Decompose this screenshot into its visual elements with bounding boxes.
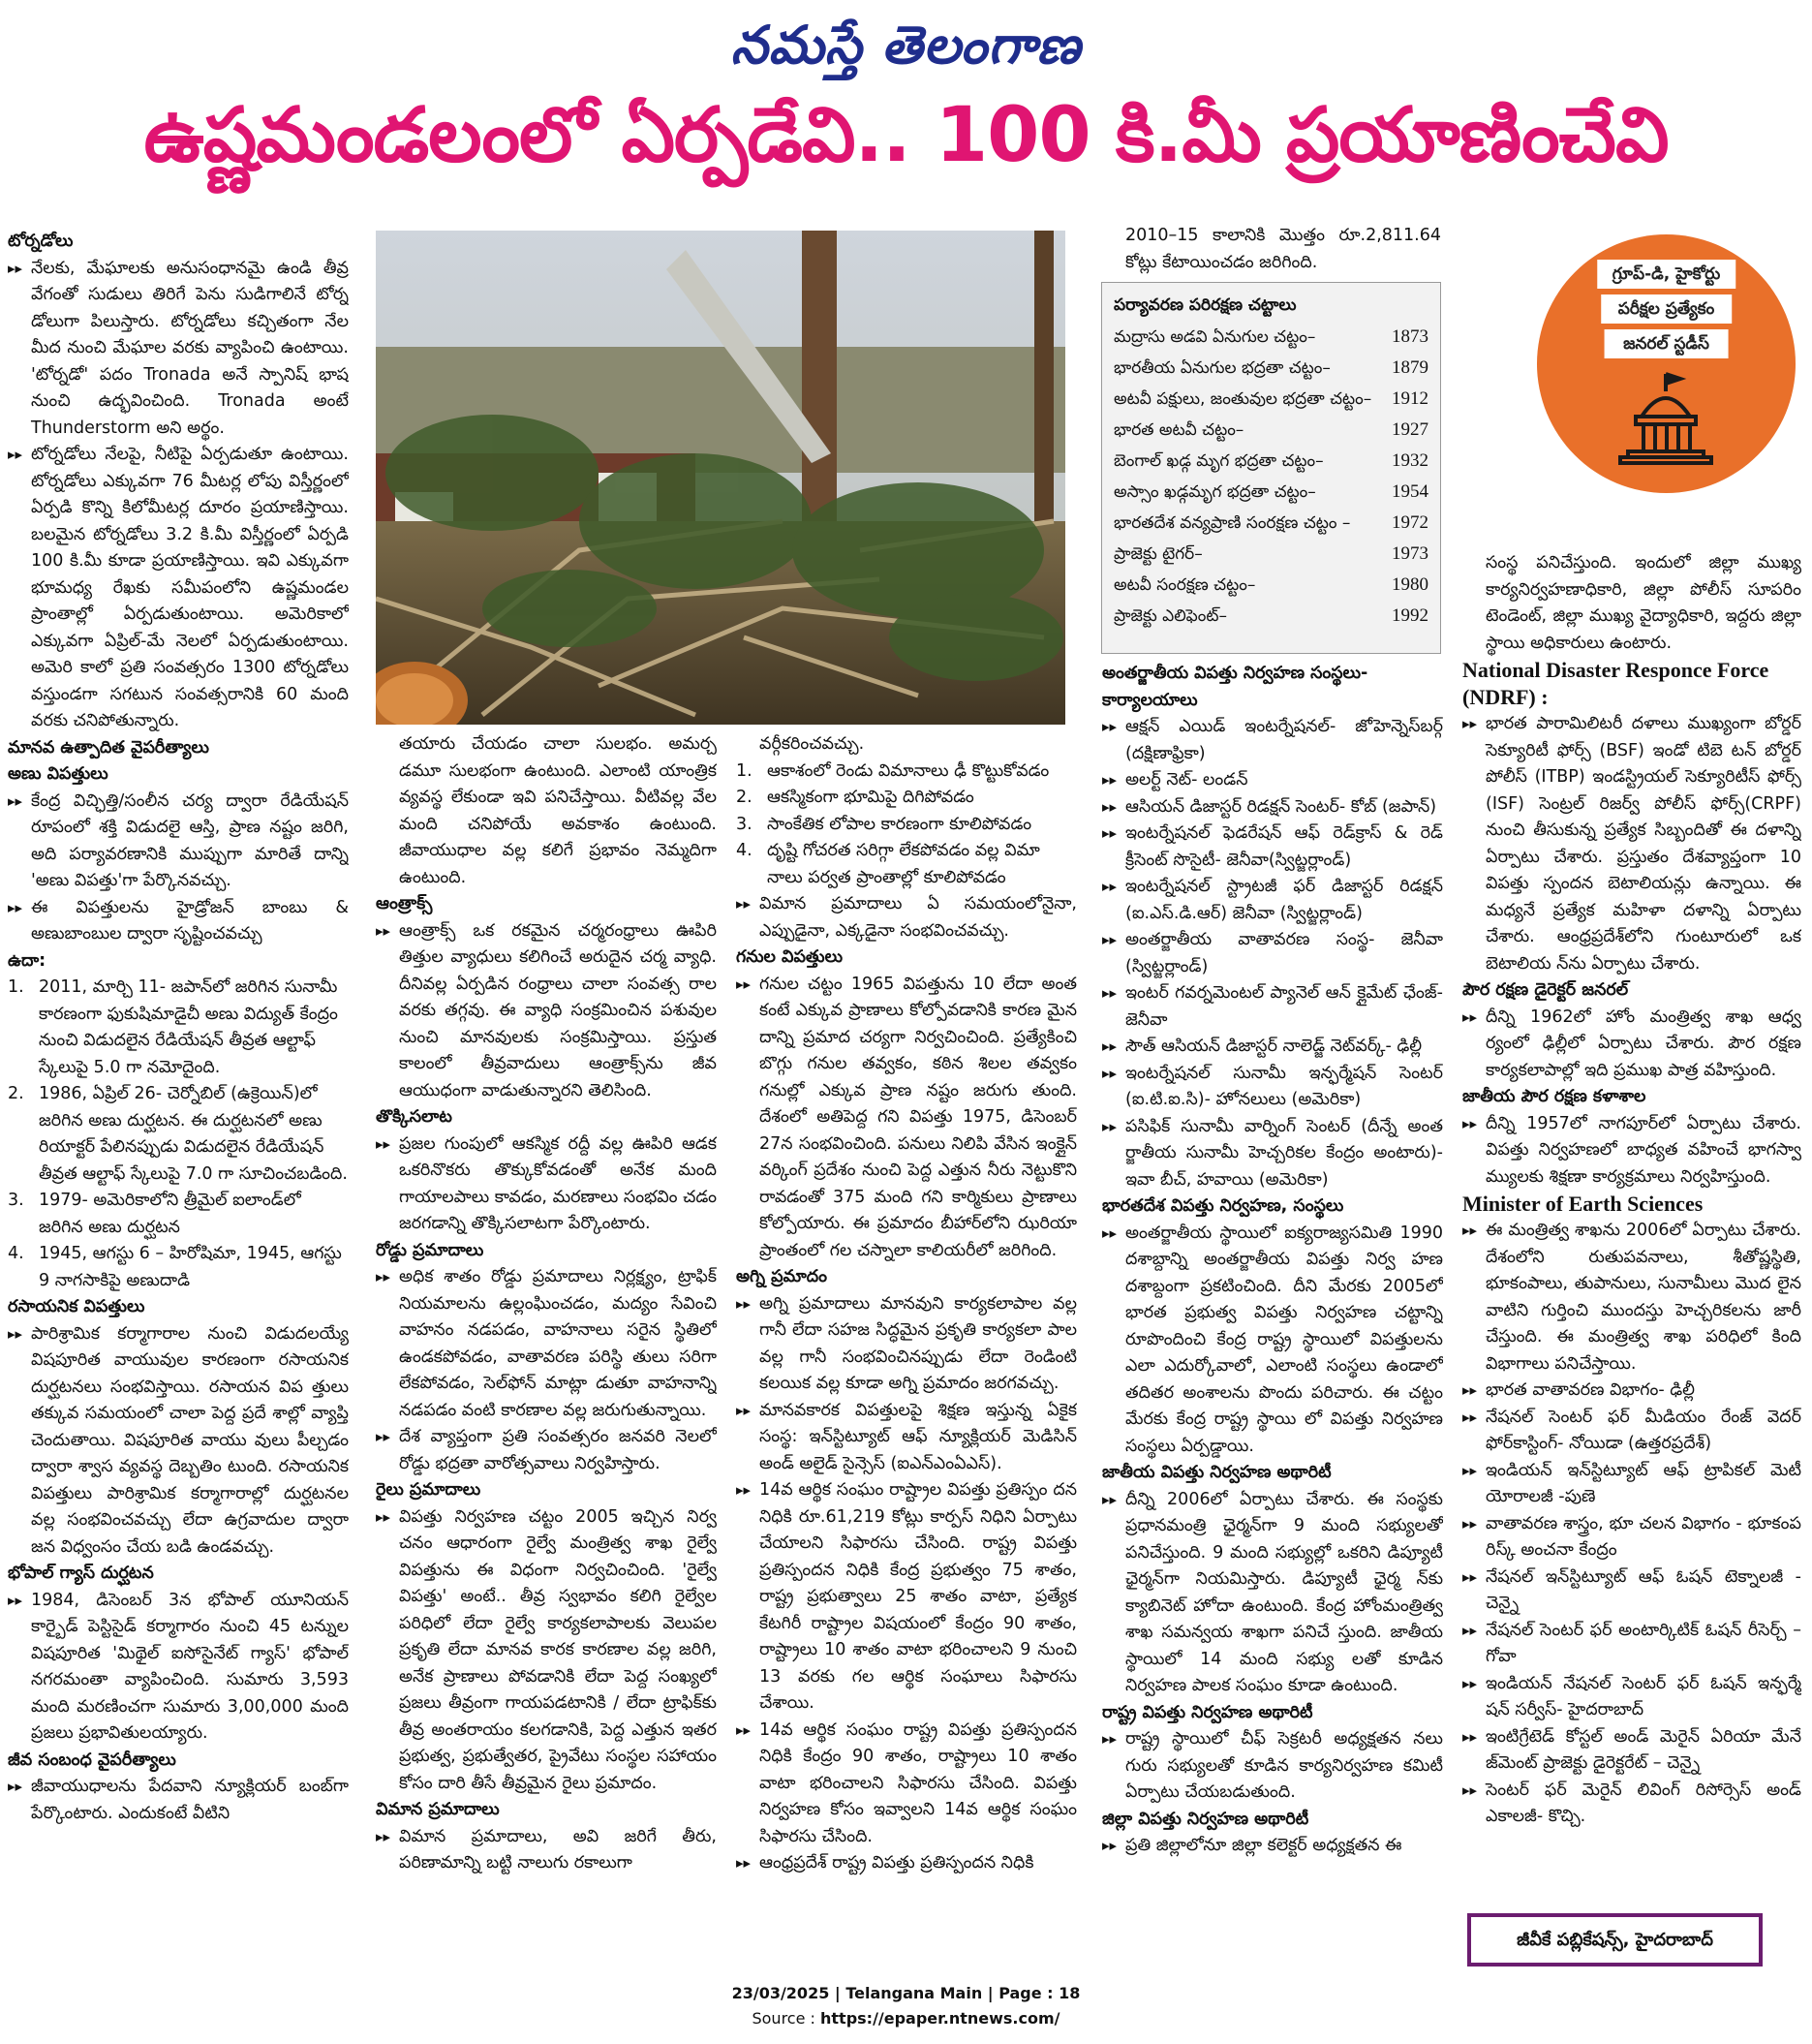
bullet-item [376, 918, 717, 1105]
bullet-text: సెంటర్ ఫర్ మెరైన్ లివింగ్ రిసోర్సెస్ అండ్ ఎకాలజీ- కొచ్చి. [1486, 1780, 1801, 1826]
item-number: 3. [8, 1191, 24, 1210]
article-column-1 [8, 229, 349, 1963]
numbered-item [736, 785, 1077, 812]
bullet-arrow-icon: ▸▸ [376, 1827, 391, 1845]
numbered-item [736, 838, 1077, 891]
acts-table-row [1114, 508, 1428, 539]
act-year: 1879 [1392, 357, 1428, 378]
bullet-arrow-icon: ▸▸ [1462, 1381, 1478, 1399]
section-heading: అగ్ని ప్రమాదం [736, 1267, 827, 1286]
bullet-arrow-icon: ▸▸ [736, 1294, 752, 1313]
item-text: 1945, ఆగస్టు 6 – హిరోషిమా, 1945, ఆగస్టు 9 నాగసాకిపై అణుదాడి [39, 1244, 342, 1290]
bullet-text: పారిశ్రామిక కర్మాగారాల నుంచి విడుదలయ్యే విషపూరిత వాయువుల కారణంగా రసాయనిక దుర్ఘటనలు సంభవిస్తాయి. రసాయన విప త్తులు తక్కువ సమయంలో చాలా పెద్ద ప్రదే శాల్లో వ్యాప్తి చెందుతాయి. విషపూరిత వాయు వులు పీల్చడం ద్వారా శ్వాస వ్యవస్థ దెబ్బతిం టుంది. రసాయనిక విపత్తులు పారిశ్రామిక కర్మాగారాల్లో దుర్ఘటనల వల్ల సంభవించవచ్చు లేదా ఉగ్రవాదుల ద్వారా జన విధ్వంసం చేయ బడి ఉండవచ్చు. [31, 1323, 349, 1557]
bullet-text: సౌత్ ఆసియన్ డిజాస్టర్ నాలెడ్జ్ నెట్‌వర్క్- ఢిల్లీ [1125, 1037, 1423, 1056]
page-footer-info: 23/03/2025 | Telangana Main | Page : 18 [731, 1984, 1081, 2002]
bullet-item [736, 1850, 1077, 1877]
act-name: అటవీ పక్షులు, జంతువుల భద్రతా చట్టం– [1114, 389, 1372, 409]
bullet-arrow-icon: ▸▸ [1102, 1837, 1118, 1854]
bullet-arrow-icon: ▸▸ [736, 975, 752, 993]
bullet-arrow-icon: ▸▸ [1462, 715, 1478, 732]
acts-table-rows [1114, 322, 1428, 632]
bullet-text: 1984, డిసెంబర్ 3న భోపాల్ యూనియన్ కార్బైడ్ పెస్టిసైడ్ కర్మాగారం నుంచి 45 టన్నుల విషపూరిత 'మిథైల్ ఐసోసైనేట్ గ్యాస్' భోపాల్ నగరమంతా వ్యాపించింది. సుమారు 3,593 మంది మరణించగా సుమారు 3,00,000 మంది ప్రజలు ప్రభావితులయ్యారు. [31, 1590, 349, 1743]
section-heading: ఆంత్రాక్స్ [376, 894, 433, 914]
bullet-arrow-icon: ▸▸ [1462, 1674, 1478, 1692]
bullet-item [8, 789, 349, 895]
section-heading: జాతీయ విపత్తు నిర్వహణ అథారిటీ [1102, 1463, 1332, 1482]
section-heading: రైలు ప్రమాదాలు [376, 1480, 481, 1500]
section-heading: భారతదేశ విపత్తు నిర్వహణ, సంస్థలు [1102, 1196, 1344, 1216]
bullet-item [1462, 1564, 1801, 1618]
bullet-arrow-icon: ▸▸ [8, 791, 23, 810]
act-year: 1972 [1392, 512, 1428, 533]
bullet-arrow-icon: ▸▸ [1102, 718, 1118, 735]
news-photo [376, 231, 1065, 725]
bullet-text: అలర్ట్ నెట్- లండన్ [1125, 770, 1248, 790]
bullet-arrow-icon: ▸▸ [8, 1591, 23, 1609]
item-number: 4. [8, 1244, 24, 1263]
bullet-item [1102, 874, 1443, 927]
bullet-arrow-icon: ▸▸ [1462, 1408, 1478, 1426]
act-name: బెంగాల్ ఖడ్గ మృగ భద్రతా చట్టం– [1114, 451, 1324, 471]
bullet-item [1462, 711, 1801, 977]
act-year: 1980 [1392, 574, 1428, 595]
badge-line-2: పరీక్షల ప్రత్యేకం [1601, 294, 1733, 324]
bullet-text: అగ్ని ప్రమాదాలు మానవుని కార్యకలాపాల వల్ల గానీ లేదా సహజ సిద్ధమైన ప్రకృతి కార్యకలా పాల వల్ల గానీ సంభవించినప్పుడు లేదా రెండింటి కలయిక వల్ల కూడా అగ్ని ప్రమాదం జరగవచ్చు. [759, 1293, 1077, 1393]
bullet-text: ప్రజల గుంపులో ఆకస్మిక రద్దీ వల్ల ఊపిరి ఆడక ఒకరినొకరు తొక్కుకోవడంతో అనేక మంది గాయాలపాలు కావడం, మరణాలు సంభవిం చడం జరగడాన్ని తొక్కిసలాటగా పేర్కొంటారు. [399, 1133, 717, 1233]
paragraph: తయారు చేయడం చాలా సులభం. అమర్చ డమూ సులభంగా ఉంటుంది. ఎలాంటి యాంత్రిక వ్యవస్థ లేకుండా ఇవి పనిచేస్తాయి. వీటివల్ల వేల మంది చనిపోయే అవకాశం ఉంటుంది. జీవాయుధాల వల్ల కలిగే ప్రభావం నెమ్మదిగా ఉంటుంది. [399, 734, 717, 887]
bullet-item [736, 1718, 1077, 1851]
item-text: దృష్టి గోచరత సరిగ్గా లేకపోవడం వల్ల విమా నాలు పర్వత ప్రాంతాల్లో కూలిపోవడం [767, 841, 1040, 887]
bullet-arrow-icon: ▸▸ [1102, 1037, 1118, 1055]
bullet-item [1462, 1405, 1801, 1458]
section-heading: National Disaster Responce Force (NDRF) : [1462, 658, 1769, 709]
section-heading: గనుల విపత్తులు [736, 947, 844, 967]
act-name: ప్రాజెక్టు టైగర్– [1114, 544, 1203, 564]
paragraph: సంస్థ పనిచేస్తుంది. ఇందులో జిల్లా ముఖ్య కార్యనిర్వహణాధికారి, జిల్లా పోలీస్ సూపరిం టెండెంట్, జిల్లా ముఖ్య వైద్యాధికారి, ఇద్దరు జిల్లా స్థాయి అధికారులు ఉంటారు. [1486, 553, 1801, 653]
item-text: 1979- అమెరికాలోని త్రీమైల్ ఐలాండ్‌లో జరిగిన అణు దుర్ఘటన [39, 1191, 301, 1237]
act-name: అటవీ సంరక్షణ చట్టం– [1114, 575, 1256, 595]
item-number: 1. [8, 977, 24, 997]
item-number: 4. [736, 841, 752, 860]
act-year: 1973 [1392, 543, 1428, 564]
bullet-text: అధిక శాతం రోడ్డు ప్రమాదాలు నిర్లక్ష్యం, ట్రాఫిక్ నియమాలను ఉల్లంఘించడం, మద్యం సేవించి వాహనం నడపడం, వాహనాలు సరైన స్థితిలో ఉండకపోవడం, వాతావరణ పరిస్థి తులు సరిగా లేకపోవడం, సెల్‌ఫోన్ మాట్లా డుతూ వాహనాన్ని నడపడం వంటి కారణాల వల్ల జరుగుతున్నాయి. [399, 1267, 717, 1420]
numbered-item [8, 1188, 349, 1241]
bullet-text: ఇండియన్ నేషనల్ సెంటర్ ఫర్ ఓషన్ ఇన్ఫర్మే షన్ సర్వీస్- హైదరాబాద్ [1486, 1673, 1801, 1719]
bullet-arrow-icon: ▸▸ [376, 1134, 391, 1153]
bullet-arrow-icon: ▸▸ [1462, 1114, 1478, 1132]
bullet-text: పసిఫిక్ సునామీ వార్నింగ్ సెంటర్ (దీన్నే అంత ర్జాతీయ సునామీ హెచ్చరికల కేంద్రం అంటారు)- ఇవా బీచ్, హవాయి (అమెరికా) [1125, 1116, 1443, 1190]
bullet-item [736, 891, 1077, 945]
bullet-text: ఆసియన్ డిజాస్టర్ రిడక్షన్ సెంటర్- కోబ్ (జపాన్) [1125, 796, 1437, 817]
bullet-arrow-icon: ▸▸ [1102, 824, 1118, 842]
acts-table-row [1114, 322, 1428, 353]
bullet-item [1102, 1726, 1443, 1807]
bullet-arrow-icon: ▸▸ [8, 1324, 23, 1343]
section-heading: తొక్కిసలాట [376, 1107, 452, 1127]
bullet-item [1462, 1511, 1801, 1564]
bullet-item [1462, 1218, 1801, 1378]
bullet-item [1102, 794, 1443, 821]
bullet-item [1462, 1724, 1801, 1778]
bullet-text: ఇంటిగ్రేటెడ్ కోస్టల్ అండ్ మెరైన్ ఏరియా మేనే జ్‌మెంట్ ప్రాజెక్టు డైరెక్టరేట్ – చెన్నై [1486, 1726, 1801, 1773]
section-heading: అంతర్జాతీయ విపత్తు నిర్వహణ సంస్థలు- కార్యాలయాలు [1102, 664, 1368, 710]
publisher-box [1467, 1913, 1763, 1967]
acts-table-row [1114, 353, 1428, 384]
article-column-4 [1102, 661, 1443, 1963]
section-heading: అణు విపత్తులు [8, 764, 108, 784]
bullet-item [1102, 927, 1443, 980]
paragraph: వర్గీకరించవచ్చు. [759, 734, 865, 754]
bullet-item [1102, 767, 1443, 794]
bullet-text: మానవకారక విపత్తులపై శిక్షణ ఇస్తున్న ఏకైక సంస్థ: ఇన్‌స్టిట్యూట్ ఆఫ్ న్యూక్లియర్ మెడిసిన్ అండ్ అలైడ్ సైన్సెస్ (ఐఎన్ఎంఏఎస్). [759, 1400, 1077, 1473]
bullet-text: దీన్ని 2006లో ఏర్పాటు చేశారు. ఈ సంస్థకు ప్రధానమంత్రి ఛైర్మన్‌గా 9 మంది సభ్యులతో పనిచేస్తుంది. 9 మంది సభ్యుల్లో ఒకరిని డిప్యూటీ ఛైర్మన్‌గా నియమిస్తారు. డిప్యూటీ ఛైర్మ న్‌కు క్యాబినెట్ హోదా ఉంటుంది. కేంద్ర హోంమంత్రిత్వ శాఖ సమన్వయ శాఖగా పనిచే స్తుంది. జాతీయ స్థాయిలో 14 మంది సభ్యు లతో కూడిన నిర్వహణ పాలక సంఘం కూడా ఉంటుంది. [1125, 1489, 1443, 1695]
numbered-item [8, 1241, 349, 1294]
item-number: 3. [736, 814, 752, 834]
bullet-item [8, 1588, 349, 1748]
section-heading: పౌర రక్షణ డైరెక్టర్ జనరల్ [1462, 980, 1629, 1000]
section-heading: టోర్నడోలు [8, 232, 74, 251]
headline: ఉష్ణమండలంలో ఏర్పడేవి.. 100 కి.మీ ప్రయాణించేవి [143, 92, 1669, 179]
bullet-text: ఈ మంత్రిత్వ శాఖను 2006లో ఏర్పాటు చేశారు. దేశంలోని రుతుపవనాలు, శీతోష్ణస్థితి, భూకంపాలు, తుపానులు, సునామీలు మొద లైన వాటిని గుర్తించి ముందస్తు హెచ్చరికలను జారీ చేస్తుంది. ఈ మంత్రిత్వ శాఖ పరిధిలో కింది విభాగాలు పనిచేస్తాయి. [1486, 1221, 1801, 1374]
item-text: ఆకాశంలో రెండు విమానాలు ఢీ కొట్టుకోవడం [767, 760, 1050, 781]
bullet-text: నేషనల్ సెంటర్ ఫర్ మీడియం రేంజ్ వెదర్ ఫోర్‌కాస్టింగ్- నోయిడా (ఉత్తరప్రదేశ్) [1486, 1407, 1801, 1453]
source-label: Source : [752, 2009, 820, 2028]
acts-table-row [1114, 539, 1428, 570]
bullet-item [8, 1774, 349, 1827]
section-heading: రోడ్డు ప్రమాదాలు [376, 1240, 484, 1260]
fund-allocation-text: 2010–15 కాలానికి మొత్తం రూ.2,811.64 కోట్లు కేటాయించడం జరిగింది. [1125, 226, 1441, 272]
section-heading: మానవ ఉత్పాదిత వైపరీత్యాలు [8, 737, 209, 758]
badge-line-3: జనరల్ స్టడీస్ [1604, 329, 1729, 358]
bullet-arrow-icon: ▸▸ [1462, 1461, 1478, 1479]
bullet-text: విపత్తు నిర్వహణ చట్టం 2005 ఇచ్చిన నిర్వ చనం ఆధారంగా రైల్వే మంత్రిత్వ శాఖ రైల్వే విపత్తును ఈ విధంగా నిర్వచించింది. 'రైల్వే విపత్తు' అంటే.. తీవ్ర స్వభావం కలిగి రైల్వేల పరిధిలో లేదా రైల్వే కార్యకలాపాలకు వెలుపల ప్రకృతి లేదా మానవ కారక కారణాల వల్ల జరిగి, అనేక ప్రాణాలు పోవడానికి లేదా పెద్ద సంఖ్యలో ప్రజలు తీవ్రంగా గాయపడటానికి / లేదా ట్రాఫిక్‌కు తీవ్ర అంతరాయం కలగడానికి, పెద్ద ఎత్తున ఇతర ప్రభుత్వ, ప్రభుత్వేతర, ప్రైవేటు సంస్థల సహాయం కోసం దారి తీసే తీవ్రమైన రైలు ప్రమాదం. [399, 1506, 717, 1793]
act-year: 1932 [1392, 450, 1428, 471]
environment-acts-table [1101, 282, 1441, 654]
bullet-text: భారత వాతావరణ విభాగం- ఢిల్లీ [1486, 1380, 1696, 1400]
act-name: అస్సాం ఖడ్గమృగ భద్రతా చట్టం– [1114, 482, 1316, 502]
bullet-item [376, 1424, 717, 1477]
numbered-item [736, 812, 1077, 839]
acts-table-row [1114, 477, 1428, 508]
acts-table-row [1114, 384, 1428, 415]
bullet-arrow-icon: ▸▸ [736, 895, 752, 913]
bullet-item [1102, 1833, 1443, 1860]
bullet-item [1462, 1005, 1801, 1085]
bullet-text: గనుల చట్టం 1965 విపత్తును 10 లేదా అంత కంటే ఎక్కువ ప్రాణాలు కోల్పోవడానికి కారణ మైన దాన్ని ప్రమాద చర్యగా నిర్వచించింది. ప్రత్యేకించి బొగ్గు గనుల తవ్వకం, కఠిన శిలల తవ్వకం గనుల్లో ఎక్కువ ప్రాణ నష్టం జరుగు తుంది. దేశంలో అతిపెద్ద గని విపత్తు 1975, డిసెంబర్ 27న సంభవించింది. పనులు నిలిపి వేసిన ఇంక్లైన్ వర్కింగ్ ప్రదేశం నుంచి పెద్ద ఎత్తున నీరు నెట్టుకొని రావడంతో 375 మంది గని కార్మికులు ప్రాణాలు కోల్పోయారు. ఈ ప్రమాదం బీహార్‌లోని ఝరియా ప్రాంతంలో గల చస్నాలా కాలియరీలో జరిగింది. [759, 974, 1077, 1260]
bullet-item [736, 1398, 1077, 1478]
bullet-text: దేశ వ్యాప్తంగా ప్రతి సంవత్సరం జనవరి నెలలో రోడ్డు భద్రతా వారోత్సవాలు నిర్వహిస్తారు. [399, 1427, 717, 1473]
bullet-arrow-icon: ▸▸ [1462, 1781, 1478, 1799]
bullet-text: రాష్ట్ర స్థాయిలో చీఫ్ సెక్రటరీ అధ్యక్షతన నలు గురు సభ్యులతో కూడిన కార్యనిర్వహణ కమిటీ ఏర్పాటు చేయబడుతుంది. [1125, 1729, 1443, 1802]
article-column-2 [376, 731, 717, 1963]
bullet-arrow-icon: ▸▸ [1462, 1567, 1478, 1586]
section-heading: రసాయనిక విపత్తులు [8, 1297, 145, 1316]
bullet-item [1102, 1221, 1443, 1461]
item-text: 1986, ఏప్రిల్ 26- చెర్నోబిల్ (ఉక్రెయిన్)లో జరిగిన అణు దుర్ఘటన. ఈ దుర్ఘటనలో అణు రియాక్టర్ పేలినప్పుడు విడుదలైన రేడియేషన్ తీవ్రత ఆల్టాఫ్ స్కేలుపై 7.0 గా సూచించబడింది. [39, 1084, 348, 1184]
bullet-text: నేలకు, మేఘాలకు అనుసంధానమై ఉండి తీవ్ర వేగంతో సుడులు తిరిగే పెను సుడిగాలినే టోర్న డోలుగా పిలుస్తారు. టోర్నడోలు కచ్చితంగా నేల మీద నుంచి మేఘాల వరకు వ్యాపించి ఉంటాయి. 'టోర్నడో' పదం Tronada అనే స్పానిష్ భాష నుంచి ఉద్భవించింది. Tronada అంటే Thunderstorm అని అర్థం. [31, 258, 349, 438]
bullet-text: 14వ ఆర్థిక సంఘం రాష్ట్రాల విపత్తు ప్రతిస్పం దన నిధికి రూ.61,219 కోట్లు కార్పస్ నిధిని ఏర్పాటు చేయాలని సిఫారసు చేసింది. రాష్ట్ర విపత్తు ప్రతిస్పందన నిధికి కేంద్ర ప్రభుత్వం 75 శాతం, రాష్ట్ర ప్రభుత్వాలు 25 శాతం వాటా, ప్రత్యేక కేటగిరీ రాష్ట్రాల విషయంలో కేంద్రం 90 శాతం, రాష్ట్రాలు 10 శాతం వాటా భరించాలని 9 నుంచి 13 వరకు గల ఆర్థిక సంఘాలు సిఫారసు చేశాయి. [759, 1480, 1077, 1713]
bullet-arrow-icon: ▸▸ [376, 921, 391, 940]
bullet-arrow-icon: ▸▸ [736, 1720, 752, 1739]
acts-table-title: పర్యావరణ పరిరక్షణ చట్టాలు [1114, 295, 1297, 315]
masthead-logo: నమస్తే తెలంగాణ [730, 14, 1082, 76]
act-year: 1873 [1392, 326, 1428, 347]
bullet-item [1102, 821, 1443, 874]
bullet-item [1102, 1061, 1443, 1114]
item-text: సాంకేతిక లోపాల కారణంగా కూలిపోవడం [767, 814, 1032, 834]
bullet-text: భారత పారామిలిటరీ దళాలు ముఖ్యంగా బోర్డర్ సెక్యూరిటీ ఫోర్స్ (BSF) ఇండో టిబె టన్ బోర్డర్ పోలీస్ (ITBP) ఇండస్ట్రియల్ సెక్యూరిటీస్ ఫోర్స్ (ISF) సెంట్రల్ రిజర్వ్ పోలీస్ ఫోర్స్(CRPF) నుంచి తీసుకున్న ప్రత్యేక సిబ్బందితో ఈ దళాన్ని ఏర్పాటు చేశారు. ప్రస్తుతం దేశవ్యాప్తంగా 10 విపత్తు స్పందన బెటాలియన్లు ఉన్నాయి. ఈ మధ్యనే ప్రత్యేక మహిళా దళాన్ని ఏర్పాటు చేశారు. ఆంధ్రప్రదేశ్‌లోని గుంటూరులో ఒక బెటాలియ న్‌ను ఏర్పాటు చేశారు. [1486, 714, 1801, 974]
storm-damage-photo-icon [376, 231, 1065, 725]
acts-table-row [1114, 415, 1428, 446]
article-column-4-top [1102, 223, 1441, 281]
bullet-item [1102, 714, 1443, 767]
bullet-item [736, 1477, 1077, 1718]
parliament-dome-icon [1612, 370, 1719, 467]
article-column-5 [1462, 550, 1801, 1906]
bullet-arrow-icon: ▸▸ [8, 259, 23, 277]
bullet-item [1102, 1487, 1443, 1700]
bullet-item [1462, 1111, 1801, 1192]
item-number: 1. [736, 760, 752, 781]
bullet-item [1462, 1671, 1801, 1724]
bullet-item [1462, 1618, 1801, 1671]
bullet-item [736, 972, 1077, 1265]
bullet-item [736, 1291, 1077, 1398]
bullet-text: టోర్నడోలు నేలపై, నీటిపై ఏర్పడుతూ ఉంటాయి. టోర్నడోలు ఎక్కువగా 76 మీటర్ల లోపు విస్తీర్ణంలో ఏర్పడి కొన్ని కిలోమీటర్ల దూరం ప్రయాణిస్తాయి. బలమైన టోర్నడోలు 3.2 కి.మీ విస్తీర్ణంలో ఏర్పడి 100 కి.మీ కూడా ప్రయాణిస్తాయి. ఇవి ఎక్కువగా భూమధ్య రేఖకు సమీపంలోని ఉష్ణమండల ప్రాంతాల్లో ఏర్పడుతుంటాయి. అమెరికాలో ఎక్కువగా ఏప్రిల్-మే నెలలో ఏర్పడుతుంటాయి. అమెరి కాలో ప్రతి సంవత్సరం 1300 టోర్నడోలు వస్తుండగా సగటున సంవత్సరానికి 60 మంది వరకు చనిపోతున్నారు. [31, 445, 349, 730]
section-heading: భోపాల్ గ్యాస్ దుర్ఘటన [8, 1564, 154, 1583]
bullet-arrow-icon: ▸▸ [8, 898, 23, 916]
act-name: భారతీయ ఏనుగుల భద్రతా చట్టం– [1114, 358, 1331, 378]
bullet-arrow-icon: ▸▸ [376, 1507, 391, 1526]
numbered-item [8, 975, 349, 1081]
acts-table-row [1114, 570, 1428, 601]
numbered-item [8, 1081, 349, 1188]
acts-table-row [1114, 446, 1428, 477]
bullet-arrow-icon: ▸▸ [1102, 1223, 1118, 1242]
bullet-arrow-icon: ▸▸ [8, 1778, 23, 1795]
bullet-item [8, 442, 349, 735]
bullet-item [376, 1131, 717, 1238]
bullet-arrow-icon: ▸▸ [1462, 1621, 1478, 1639]
bullet-arrow-icon: ▸▸ [1102, 771, 1118, 789]
bullet-item [1462, 1378, 1801, 1405]
act-name: భారతదేశ వన్యప్రాణి సంరక్షణ చట్టం – [1114, 513, 1351, 533]
bullet-item [8, 256, 349, 443]
bullet-item [1102, 1034, 1443, 1061]
bullet-item [8, 1321, 349, 1562]
bullet-arrow-icon: ▸▸ [1102, 878, 1118, 895]
source-url: https://epaper.ntnews.com/ [820, 2009, 1060, 2028]
bullet-text: కేంద్ర విచ్ఛిత్తి/సంలీన చర్య ద్వారా రేడియేషన్ రూపంలో శక్తి విడుదలై ఆస్తి, ప్రాణ నష్టం జరిగి, అది పర్యావరణానికి ముప్పుగా మారితే దాన్ని 'అణు విపత్తు'గా పేర్కొనవచ్చు. [31, 790, 349, 890]
bullet-text: విమాన ప్రమాదాలు, అవి జరిగే తీరు, పరిణామాన్ని బట్టి నాలుగు రకాలుగా [399, 1826, 717, 1873]
bullet-text: ఇండియన్ ఇన్‌స్టిట్యూట్ ఆఫ్ ట్రాపికల్ మెటీ యోరాలజీ -పుణె [1486, 1460, 1801, 1506]
bullet-arrow-icon: ▸▸ [1102, 797, 1118, 816]
item-number: 2. [736, 788, 752, 807]
bullet-arrow-icon: ▸▸ [1462, 1514, 1478, 1533]
badge-line-1: గ్రూప్-డి, హైకోర్టు [1597, 260, 1735, 289]
act-year: 1954 [1392, 481, 1428, 502]
bullet-arrow-icon: ▸▸ [8, 446, 23, 463]
bullet-item [376, 1504, 717, 1798]
bullet-arrow-icon: ▸▸ [736, 1401, 752, 1419]
bullet-text: 14వ ఆర్థిక సంఘం రాష్ట్ర విపత్తు ప్రతిస్పందన నిధికి కేంద్రం 90 శాతం, రాష్ట్రాలు 10 శాతం వాటా భరించాలని సిఫారసు చేసింది. విపత్తు నిర్వహణ కోసం ఇవ్వాలని 14వ ఆర్థిక సంఘం సిఫారసు చేసింది. [759, 1719, 1077, 1846]
bullet-text: విమాన ప్రమాదాలు ఏ సమయంలోనైనా, ఎప్పుడైనా, ఎక్కడైనా సంభవించవచ్చు. [759, 894, 1077, 941]
bullet-item [376, 1824, 717, 1877]
bullet-text: అంతర్జాతీయ స్థాయిలో ఐక్యరాజ్యసమితి 1990 దశాబ్దాన్ని అంతర్జాతీయ విపత్తు నిర్వ హణ దశాబ్దంగా ప్రకటించింది. దీని మేరకు 2005లో భారత ప్రభుత్వ విపత్తు నిర్వహణ చట్టాన్ని రూపొందించి కేంద్ర రాష్ట్ర స్థాయిలో విపత్తులను ఎలా ఎదుర్కోవాలో, ఎలాంటి సంస్థలు ఉండాలో తదితర అంశాలను పొందు పరిచారు. ఈ చట్టం మేరకు కేంద్ర రాష్ట్ర స్థాయి లో విపత్తు నిర్వహణ సంస్థలు ఏర్పడ్డాయి. [1125, 1223, 1443, 1456]
bullet-arrow-icon: ▸▸ [1102, 1490, 1118, 1508]
section-heading: ఉదా: [8, 950, 46, 971]
page-footer-source [0, 2009, 1812, 2028]
article-column-3 [736, 731, 1077, 1963]
bullet-text: జీవాయుధాలను పేదవాని న్యూక్లియర్ బంబ్‌గా పేర్కొంటారు. ఎందుకంటే వీటిని [31, 1777, 349, 1823]
bullet-text: ఇంటర్నేషనల్ ఫెడరేషన్ ఆఫ్ రెడ్‌క్రాస్ & రెడ్ క్రీసెంట్ సొసైటీ- జెనీవా(స్విట్జర్లాండ్) [1125, 823, 1443, 870]
bullet-text: ఇంటర్నేషనల్ స్ట్రాటజీ ఫర్ డిజాస్టర్ రిడక్షన్ (ఐ.ఎస్.డి.ఆర్) జెనీవా (స్విట్జర్లాండ్) [1125, 877, 1443, 923]
bullet-arrow-icon: ▸▸ [736, 1481, 752, 1499]
acts-table-row [1114, 601, 1428, 632]
bullet-text: ఆంధ్రప్రదేశ్ రాష్ట్ర విపత్తు ప్రతిస్పందన నిధికి [759, 1853, 1034, 1873]
bullet-arrow-icon: ▸▸ [376, 1268, 391, 1285]
bullet-arrow-icon: ▸▸ [376, 1428, 391, 1445]
section-heading: జాతీయ పౌర రక్షణ కళాశాల [1462, 1087, 1646, 1106]
bullet-item [8, 895, 349, 948]
bullet-arrow-icon: ▸▸ [1102, 1064, 1118, 1082]
bullet-text: దీన్ని 1962లో హోం మంత్రిత్వ శాఖ ఆధ్వ ర్యంలో ఢిల్లీలో ఏర్పాటు చేశారు. పౌర రక్షణ కార్యకలాపాల్లో ఇది ప్రముఖ పాత్ర వహిస్తుంది. [1486, 1007, 1801, 1080]
bullet-arrow-icon: ▸▸ [1462, 1222, 1478, 1239]
act-name: మద్రాసు అడవి ఏనుగుల చట్టం– [1114, 327, 1316, 347]
bullet-arrow-icon: ▸▸ [1462, 1727, 1478, 1746]
item-number: 2. [8, 1084, 24, 1103]
act-name: ప్రాజెక్టు ఎలిఫెంట్– [1114, 606, 1227, 626]
act-year: 1912 [1392, 388, 1428, 409]
section-heading: రాష్ట్ర విపత్తు నిర్వహణ అథారిటీ [1102, 1702, 1313, 1722]
bullet-text: ప్రతి జిల్లాలోనూ జిల్లా కలెక్టర్ అధ్యక్షతన ఈ [1125, 1836, 1402, 1855]
bullet-text: ఇంటర్ గవర్నమెంటల్ ప్యానెల్ ఆన్ క్లైమేట్ ఛేంజ్- జెనీవా [1125, 983, 1443, 1030]
bullet-text: ఆంత్రాక్స్ ఒక రకమైన చర్మరంధ్రాలు ఊపిరి తిత్తుల వ్యాధులు కలిగించే అరుదైన చర్మ వ్యాధి. దీనివల్ల ఏర్పడిన రంధ్రాలు చాలా సంవత్స రాల వరకు తగ్గవు. ఈ వ్యాధి సంక్రమించిన పశువుల నుంచి మానవులకు సంక్రమిస్తాయి. ప్రస్తుత కాలంలో తీవ్రవాదులు ఆంత్రాక్స్‌ను జీవ ఆయుధంగా వాడుతున్నారని తెలిసింది. [399, 920, 717, 1100]
bullet-arrow-icon: ▸▸ [1102, 984, 1118, 1002]
bullet-text: నేషనల్ సెంటర్ ఫర్ అంటార్కిటిక్ ఓషన్ రీసెర్చ్ –గోవా [1486, 1620, 1801, 1666]
bullet-text: అంతర్జాతీయ వాతావరణ సంస్థ- జెనీవా (స్విట్జర్లాండ్) [1125, 930, 1443, 976]
bullet-item [1462, 1778, 1801, 1831]
bullet-item [1102, 1114, 1443, 1194]
bullet-item [376, 1264, 717, 1424]
section-heading: Minister of Earth Sciences [1462, 1192, 1704, 1216]
bullet-text: ఈ విపత్తులను హైడ్రోజన్ బాంబు & అణుబాంబుల ద్వారా సృష్టించవచ్చు [31, 897, 349, 944]
bullet-text: నేషనల్ ఇన్‌స్టిట్యూట్ ఆఫ్ ఓషన్ టెక్నాలజీ - చెన్నై [1486, 1566, 1801, 1613]
section-heading: జిల్లా విపత్తు నిర్వహణ అథారిటీ [1102, 1809, 1309, 1829]
publisher-name: జీవీకే పబ్లికేషన్స్, హైదరాబాద్ [1471, 1917, 1759, 1963]
bullet-item [1102, 980, 1443, 1034]
act-year: 1992 [1392, 605, 1428, 626]
bullet-text: వాతావరణ శాస్త్రం, భూ చలన విభాగం - భూకంప రిస్క్ అంచనా కేంద్రం [1486, 1513, 1801, 1560]
act-name: భారత అటవీ చట్టం– [1114, 420, 1244, 440]
item-text: 2011, మార్చి 11- జపాన్‌లో జరిగిన సునామీ కారణంగా ఫుకుషిమాడైచీ అణు విద్యుత్ కేంద్రం నుంచి విడుదలైన రేడియేషన్ తీవ్రత ఆల్టాఫ్ స్కేలుపై 5.0 గా నమోదైంది. [39, 977, 338, 1077]
bullet-text: ఇంటర్నేషనల్ సునామీ ఇన్ఫర్మేషన్ సెంటర్ (ఐ.టి.ఐ.సి)- హోనలులు (అమెరికా) [1125, 1063, 1443, 1109]
bullet-arrow-icon: ▸▸ [736, 1854, 752, 1872]
section-badge [1537, 234, 1796, 493]
bullet-arrow-icon: ▸▸ [1462, 1007, 1478, 1026]
bullet-text: ఆక్షన్ ఎయిడ్ ఇంటర్నేషనల్- జోహెన్నెస్‌బర్గ్ (దక్షిణాఫ్రికా) [1125, 717, 1443, 763]
bullet-arrow-icon: ▸▸ [1102, 931, 1118, 948]
bullet-arrow-icon: ▸▸ [1102, 1117, 1118, 1135]
item-text: ఆకస్మికంగా భూమిపై దిగిపోవడం [767, 788, 974, 807]
section-heading: విమాన ప్రమాదాలు [376, 1800, 500, 1819]
bullet-text: దీన్ని 1957లో నాగపూర్‌లో ఏర్పాటు చేశారు. విపత్తు నిర్వహణలో బాధ్యత వహించే భాగస్వా మ్యులకు శిక్షణా కార్యక్రమాలు నిర్వహిస్తుంది. [1486, 1113, 1801, 1187]
bullet-arrow-icon: ▸▸ [1102, 1730, 1118, 1748]
numbered-item [736, 759, 1077, 786]
section-heading: జీవ సంబంధ వైపరీత్యాలు [8, 1750, 176, 1770]
act-year: 1927 [1392, 419, 1428, 440]
bullet-item [1462, 1458, 1801, 1511]
